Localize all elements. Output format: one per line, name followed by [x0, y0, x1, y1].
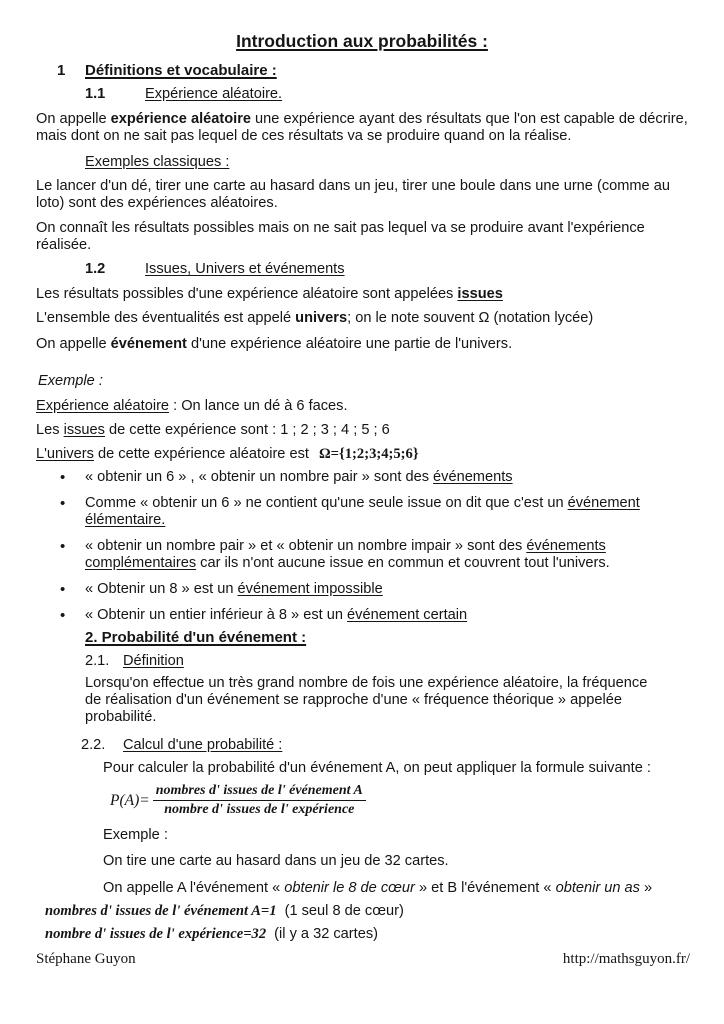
formula-numerator: nombres d' issues de l' événement A [153, 783, 366, 801]
list-item [60, 538, 688, 572]
text-segment: « obtenir un 6 » , « obtenir un nombre pair » sont des [85, 469, 434, 485]
section-1-2-heading [85, 261, 688, 278]
section-2-1-heading [85, 653, 688, 670]
formula-fraction [153, 783, 366, 818]
probability-formula [110, 781, 688, 819]
heading-text: Exemples classiques : [85, 154, 230, 170]
text-segment: ; on le note souvent Ω (notation lycée) [347, 310, 594, 326]
paragraph-definition-experience [36, 111, 688, 145]
section-1-1-title: Expérience aléatoire. [145, 86, 283, 102]
text-segment: On appelle A l'événement « [103, 880, 285, 896]
text-segment: » [639, 880, 653, 896]
bullet-icon [60, 469, 85, 487]
line-evenement-definition [36, 336, 688, 353]
line-experience-aleatoire [36, 398, 688, 415]
formula-denominator: nombre d' issues de l' expérience [164, 801, 355, 817]
bullet-text [85, 495, 657, 529]
text-segment: car ils n'ont aucune issue en commun et couvrent tout l'univers. [196, 555, 610, 571]
term-experience-aleatoire: expérience aléatoire [110, 111, 251, 127]
doc-title-text: Introduction aux probabilités : [236, 31, 488, 51]
bullet-icon [60, 581, 85, 599]
term-experience-aleatoire-underlined: Expérience aléatoire [36, 398, 170, 414]
text-segment: « Obtenir un 8 » est un [85, 581, 238, 597]
text-segment: : On lance un dé à 6 faces. [169, 398, 348, 414]
paragraph-resultats-possibles: On connaît les résultats possibles mais on ne sait pas lequel va se produire avant l'expérience réalisée. [36, 220, 645, 253]
line-univers-definition [36, 310, 688, 327]
term-evenement: événement [110, 336, 187, 352]
heading-exemples-classiques [85, 154, 688, 171]
bullet-text [85, 581, 657, 599]
paragraph-formule-intro: Pour calculer la probabilité d'un événement A, on peut appliquer la formule suivante : [103, 760, 651, 776]
term-evenement-impossible: événement impossible [237, 581, 383, 597]
section-1-heading [57, 62, 688, 79]
term-issues: issues [457, 286, 503, 302]
section-2-2-heading [81, 737, 688, 754]
bullet-list [60, 469, 688, 625]
omega-set-notation: Ω={1;2;3;4;5;6} [319, 446, 419, 462]
bullet-text [85, 538, 657, 572]
section-1-1-heading [85, 86, 688, 103]
text-segment: de cette expérience sont : 1 ; 2 ; 3 ; 4 ; 5 ; 6 [104, 422, 390, 438]
section-2-2-title: Calcul d'une probabilité : [123, 737, 283, 753]
math-line-event-count [45, 903, 688, 920]
list-item [60, 581, 688, 599]
math-note: (1 seul 8 de cœur) [280, 903, 404, 919]
paragraph-tirage-carte: On tire une carte au hasard dans un jeu de 32 cartes. [103, 853, 449, 869]
math-expression: nombre d' issues de l' expérience=32 [45, 926, 267, 942]
section-1-number: 1 [57, 62, 66, 79]
line-lunivers [36, 446, 688, 463]
text-segment: d'une expérience aléatoire une partie de l'univers. [186, 336, 513, 352]
text-segment: de cette expérience aléatoire est [93, 446, 313, 462]
math-line-experience-count [45, 926, 688, 943]
text-segment: L'ensemble des éventualités est appelé [36, 310, 296, 326]
formula-lhs: P(A)= [110, 791, 150, 809]
paragraph-frequence-theorique: Lorsqu'on effectue un très grand nombre de fois une expérience aléatoire, la fréquence de réalisation d'un événement se rapproche d'une « fréquence théorique » appelée probabilité. [85, 675, 648, 725]
math-note: (il y a 32 cartes) [270, 926, 378, 942]
text-segment: » et B l'événement « [414, 880, 556, 896]
bullet-icon [60, 495, 85, 529]
line-issues-definition [36, 286, 688, 303]
text-segment: « obtenir un nombre pair » et « obtenir un nombre impair » sont des [85, 538, 527, 554]
section-1-1-number: 1.1 [85, 86, 106, 102]
event-a-label: obtenir le 8 de cœur [284, 880, 415, 896]
term-univers: univers [295, 310, 348, 326]
term-evenements-complementaires: événements complémentaires [85, 538, 606, 571]
text-segment: « Obtenir un entier inférieur à 8 » est un [85, 607, 348, 623]
section-1-2-number: 1.2 [85, 261, 106, 277]
section-1-title: Définitions et vocabulaire : [85, 62, 277, 79]
heading-exemple-1: Exemple : [38, 373, 103, 389]
term-evenements: événements [433, 469, 513, 485]
section-2-1-title: Définition [123, 653, 184, 669]
line-les-issues [36, 422, 688, 439]
list-item [60, 607, 688, 625]
term-evenement-elementaire: événement élémentaire. [85, 495, 640, 528]
section-2-2-number: 2.2. [81, 737, 106, 753]
text-segment: une expérience ayant des résultats que l'on est capable de décrire, mais dont on ne sait pas lequel de ces résultats va se produire quand on la réalise. [36, 111, 688, 144]
paragraph-lancer-de: Le lancer d'un dé, tirer une carte au hasard dans un jeu, tirer une boule dans une urne (comme au loto) sont des expériences aléatoires. [36, 178, 670, 211]
bullet-icon [60, 607, 85, 625]
text-segment: Les résultats possibles d'une expérience aléatoire sont appelées [36, 286, 458, 302]
term-issues-underlined: issues [63, 422, 105, 438]
heading-exemple-2: Exemple : [103, 827, 168, 843]
section-2-title: 2. Probabilité d'un événement : [85, 629, 307, 646]
bullet-icon [60, 538, 85, 572]
list-item [60, 495, 688, 529]
doc-title [36, 30, 688, 52]
text-segment: Comme « obtenir un 6 » ne contient qu'une seule issue on dit que c'est un [85, 495, 568, 511]
list-item [60, 469, 688, 487]
text-segment: On appelle [36, 111, 111, 127]
math-expression: nombres d' issues de l' événement A=1 [45, 903, 277, 919]
page-footer [36, 951, 690, 968]
text-segment: Les [36, 422, 64, 438]
bullet-text [85, 469, 657, 487]
section-2-1-number: 2.1. [85, 653, 110, 669]
term-evenement-certain: événement certain [347, 607, 468, 623]
footer-url: http://mathsguyon.fr/ [562, 951, 690, 967]
term-lunivers-underlined: L'univers [36, 446, 94, 462]
section-1-2-title: Issues, Univers et événements [145, 261, 345, 277]
event-b-label: obtenir un as [555, 880, 640, 896]
section-2-heading [85, 629, 688, 646]
bullet-text [85, 607, 657, 625]
footer-author: Stéphane Guyon [36, 951, 136, 967]
paragraph-evenements-a-b [103, 880, 688, 897]
text-segment: On appelle [36, 336, 111, 352]
